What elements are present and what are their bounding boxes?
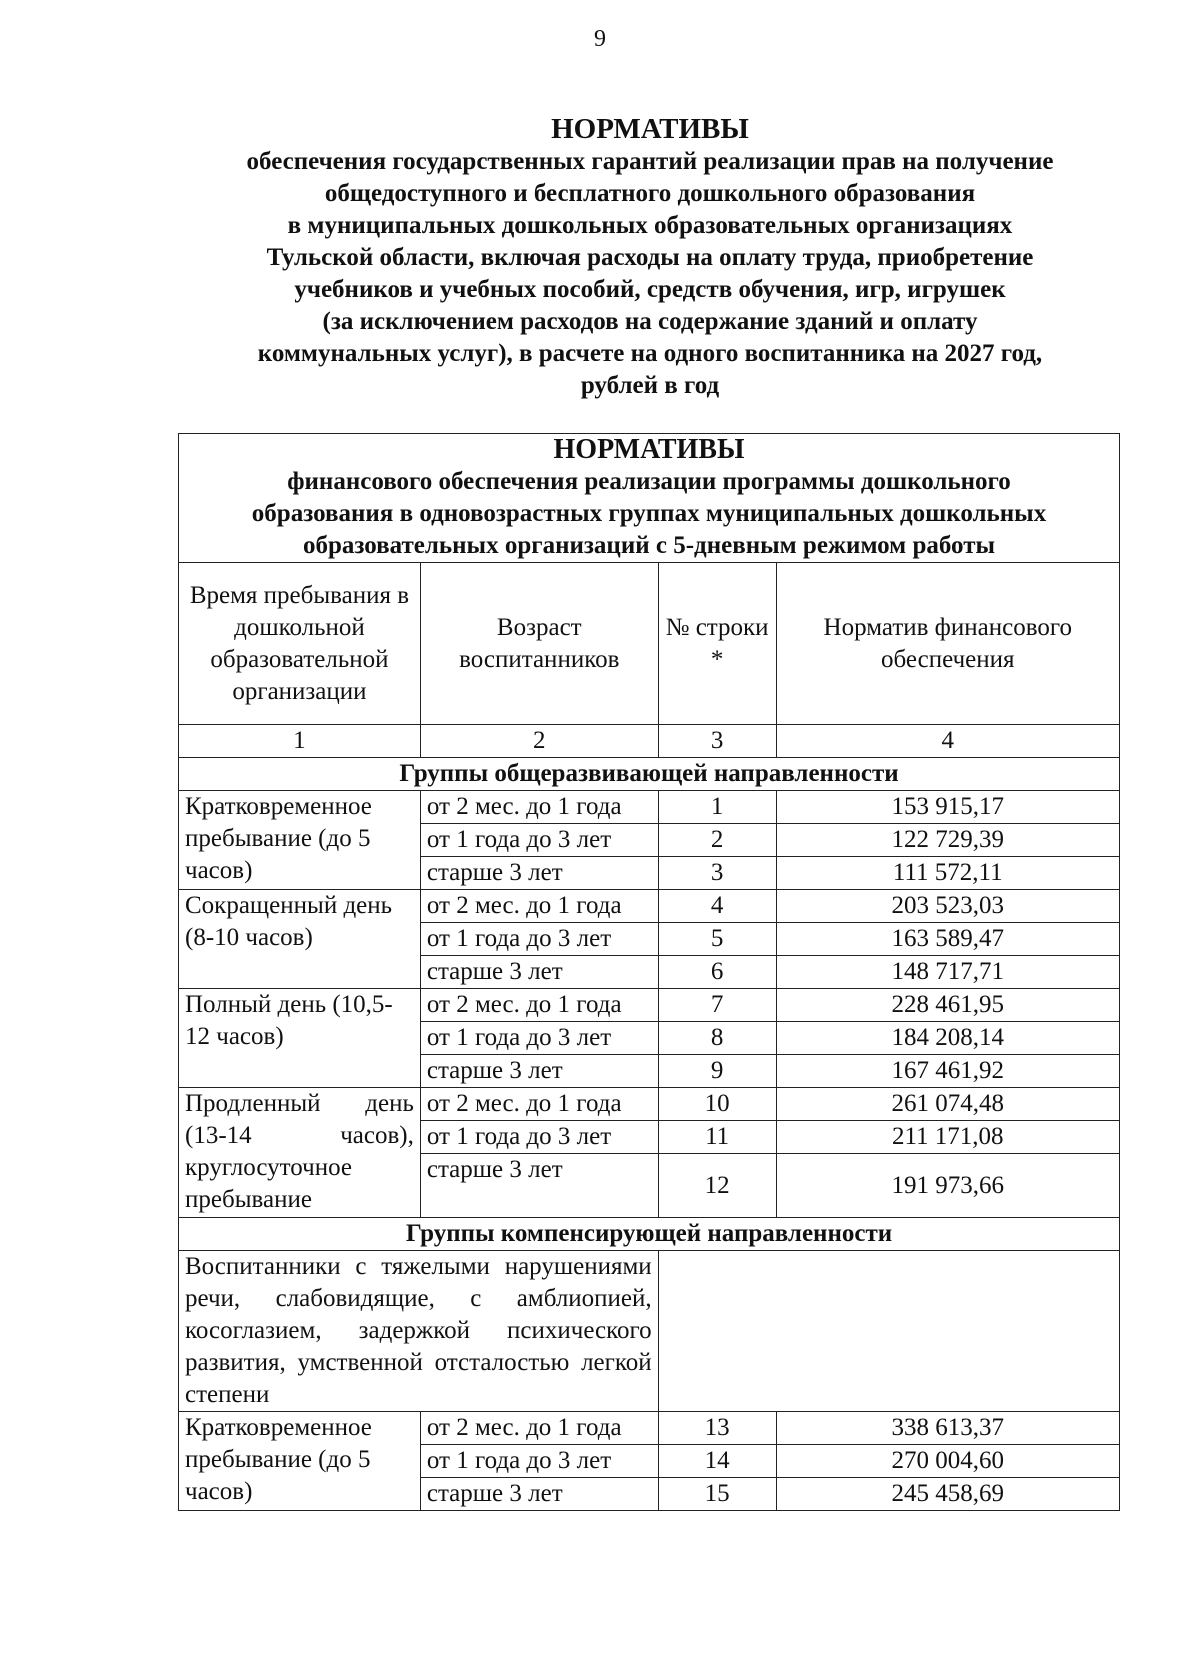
period-cell: Кратковременное пребывание (до 5 часов): [179, 1412, 421, 1511]
period-cell: Полный день (10,5-12 часов): [179, 989, 421, 1088]
age-cell: старше 3 лет: [420, 1154, 658, 1218]
row-number-cell: 11: [658, 1121, 776, 1154]
norm-value-cell: 163 589,47: [776, 923, 1119, 956]
row-number-cell: 3: [658, 857, 776, 890]
age-cell: от 2 мес. до 1 года: [420, 791, 658, 824]
column-number: 4: [776, 725, 1119, 758]
age-cell: от 1 года до 3 лет: [420, 1121, 658, 1154]
row-number-cell: 4: [658, 890, 776, 923]
norm-value-cell: 184 208,14: [776, 1022, 1119, 1055]
empty-cell: [658, 1251, 1119, 1412]
row-number-cell: 7: [658, 989, 776, 1022]
age-cell: от 2 мес. до 1 года: [420, 890, 658, 923]
age-cell: от 1 года до 3 лет: [420, 923, 658, 956]
title-main: НОРМАТИВЫ: [551, 113, 749, 145]
header-norm: Норматив финансового обеспечения: [776, 563, 1119, 725]
column-number: 1: [179, 725, 421, 758]
row-number-cell: 6: [658, 956, 776, 989]
norms-table: [178, 433, 1120, 1511]
norm-value-cell: 245 458,69: [776, 1478, 1119, 1511]
row-number-cell: 9: [658, 1055, 776, 1088]
norm-value-cell: 191 973,66: [776, 1154, 1119, 1218]
section-general-title: Группы общеразвивающей направленности: [179, 758, 1120, 791]
header-period: Время пребывания в дошкольной образовательной организации: [179, 563, 421, 725]
row-number-cell: 13: [658, 1412, 776, 1445]
table-title-cell: [179, 434, 1120, 563]
row-number-cell: 1: [658, 791, 776, 824]
age-cell: старше 3 лет: [420, 956, 658, 989]
age-cell: старше 3 лет: [420, 1478, 658, 1511]
table-title: НОРМАТИВЫ: [553, 434, 745, 465]
section-compensating-title: Группы компенсирующей направленности: [179, 1218, 1120, 1251]
age-cell: от 1 года до 3 лет: [420, 1022, 658, 1055]
norm-value-cell: 203 523,03: [776, 890, 1119, 923]
norm-value-cell: 261 074,48: [776, 1088, 1119, 1121]
header-row-number: № строки *: [658, 563, 776, 725]
title-subtitle: обеспечения государственных гарантий реализации прав на получение общедоступного и бесплатного дошкольного образования в муниципальных дошкольных образовательных организациях Тульской области, включая расходы на оплату труда, приобретение учебников и учебных пособий, средств обучения, игр, игрушек (за исключением расходов на содержание зданий и оплату коммунальных услуг), в расчете на одного воспитанника на 2027 год, рублей в год: [246, 148, 1054, 399]
age-cell: от 1 года до 3 лет: [420, 1445, 658, 1478]
norm-value-cell: 338 613,37: [776, 1412, 1119, 1445]
row-number-cell: 5: [658, 923, 776, 956]
row-number-cell: 8: [658, 1022, 776, 1055]
period-cell: Сокращенный день (8-10 часов): [179, 890, 421, 989]
age-cell: от 2 мес. до 1 года: [420, 1412, 658, 1445]
age-cell: от 1 года до 3 лет: [420, 824, 658, 857]
norm-value-cell: 153 915,17: [776, 791, 1119, 824]
row-number-cell: 12: [658, 1154, 776, 1218]
period-cell: Продленный день (13-14 часов), круглосуточное пребывание: [179, 1088, 421, 1218]
norm-value-cell: 228 461,95: [776, 989, 1119, 1022]
category-cell: Воспитанники с тяжелыми нарушениями речи, слабовидящие, с амблиопией, косоглазием, задержкой психического развития, умственной отсталостью легкой степени: [179, 1251, 659, 1412]
norm-value-cell: 111 572,11: [776, 857, 1119, 890]
table-subtitle: финансового обеспечения реализации программы дошкольного образования в одновозрастных группах муниципальных дошкольных образовательных организаций с 5-дневным режимом работы: [251, 468, 1047, 559]
norm-value-cell: 122 729,39: [776, 824, 1119, 857]
norm-value-cell: 167 461,92: [776, 1055, 1119, 1088]
norm-value-cell: 148 717,71: [776, 956, 1119, 989]
age-cell: старше 3 лет: [420, 857, 658, 890]
row-number-cell: 15: [658, 1478, 776, 1511]
norm-value-cell: 211 171,08: [776, 1121, 1119, 1154]
age-cell: старше 3 лет: [420, 1055, 658, 1088]
row-number-cell: 14: [658, 1445, 776, 1478]
header-age: Возраст воспитанников: [420, 563, 658, 725]
column-number: 2: [420, 725, 658, 758]
column-number: 3: [658, 725, 776, 758]
document-title: [160, 112, 1140, 402]
row-number-cell: 2: [658, 824, 776, 857]
period-cell: Кратковременное пребывание (до 5 часов): [179, 791, 421, 890]
page-number: 9: [594, 26, 606, 52]
row-number-cell: 10: [658, 1088, 776, 1121]
age-cell: от 2 мес. до 1 года: [420, 989, 658, 1022]
norm-value-cell: 270 004,60: [776, 1445, 1119, 1478]
age-cell: от 2 мес. до 1 года: [420, 1088, 658, 1121]
